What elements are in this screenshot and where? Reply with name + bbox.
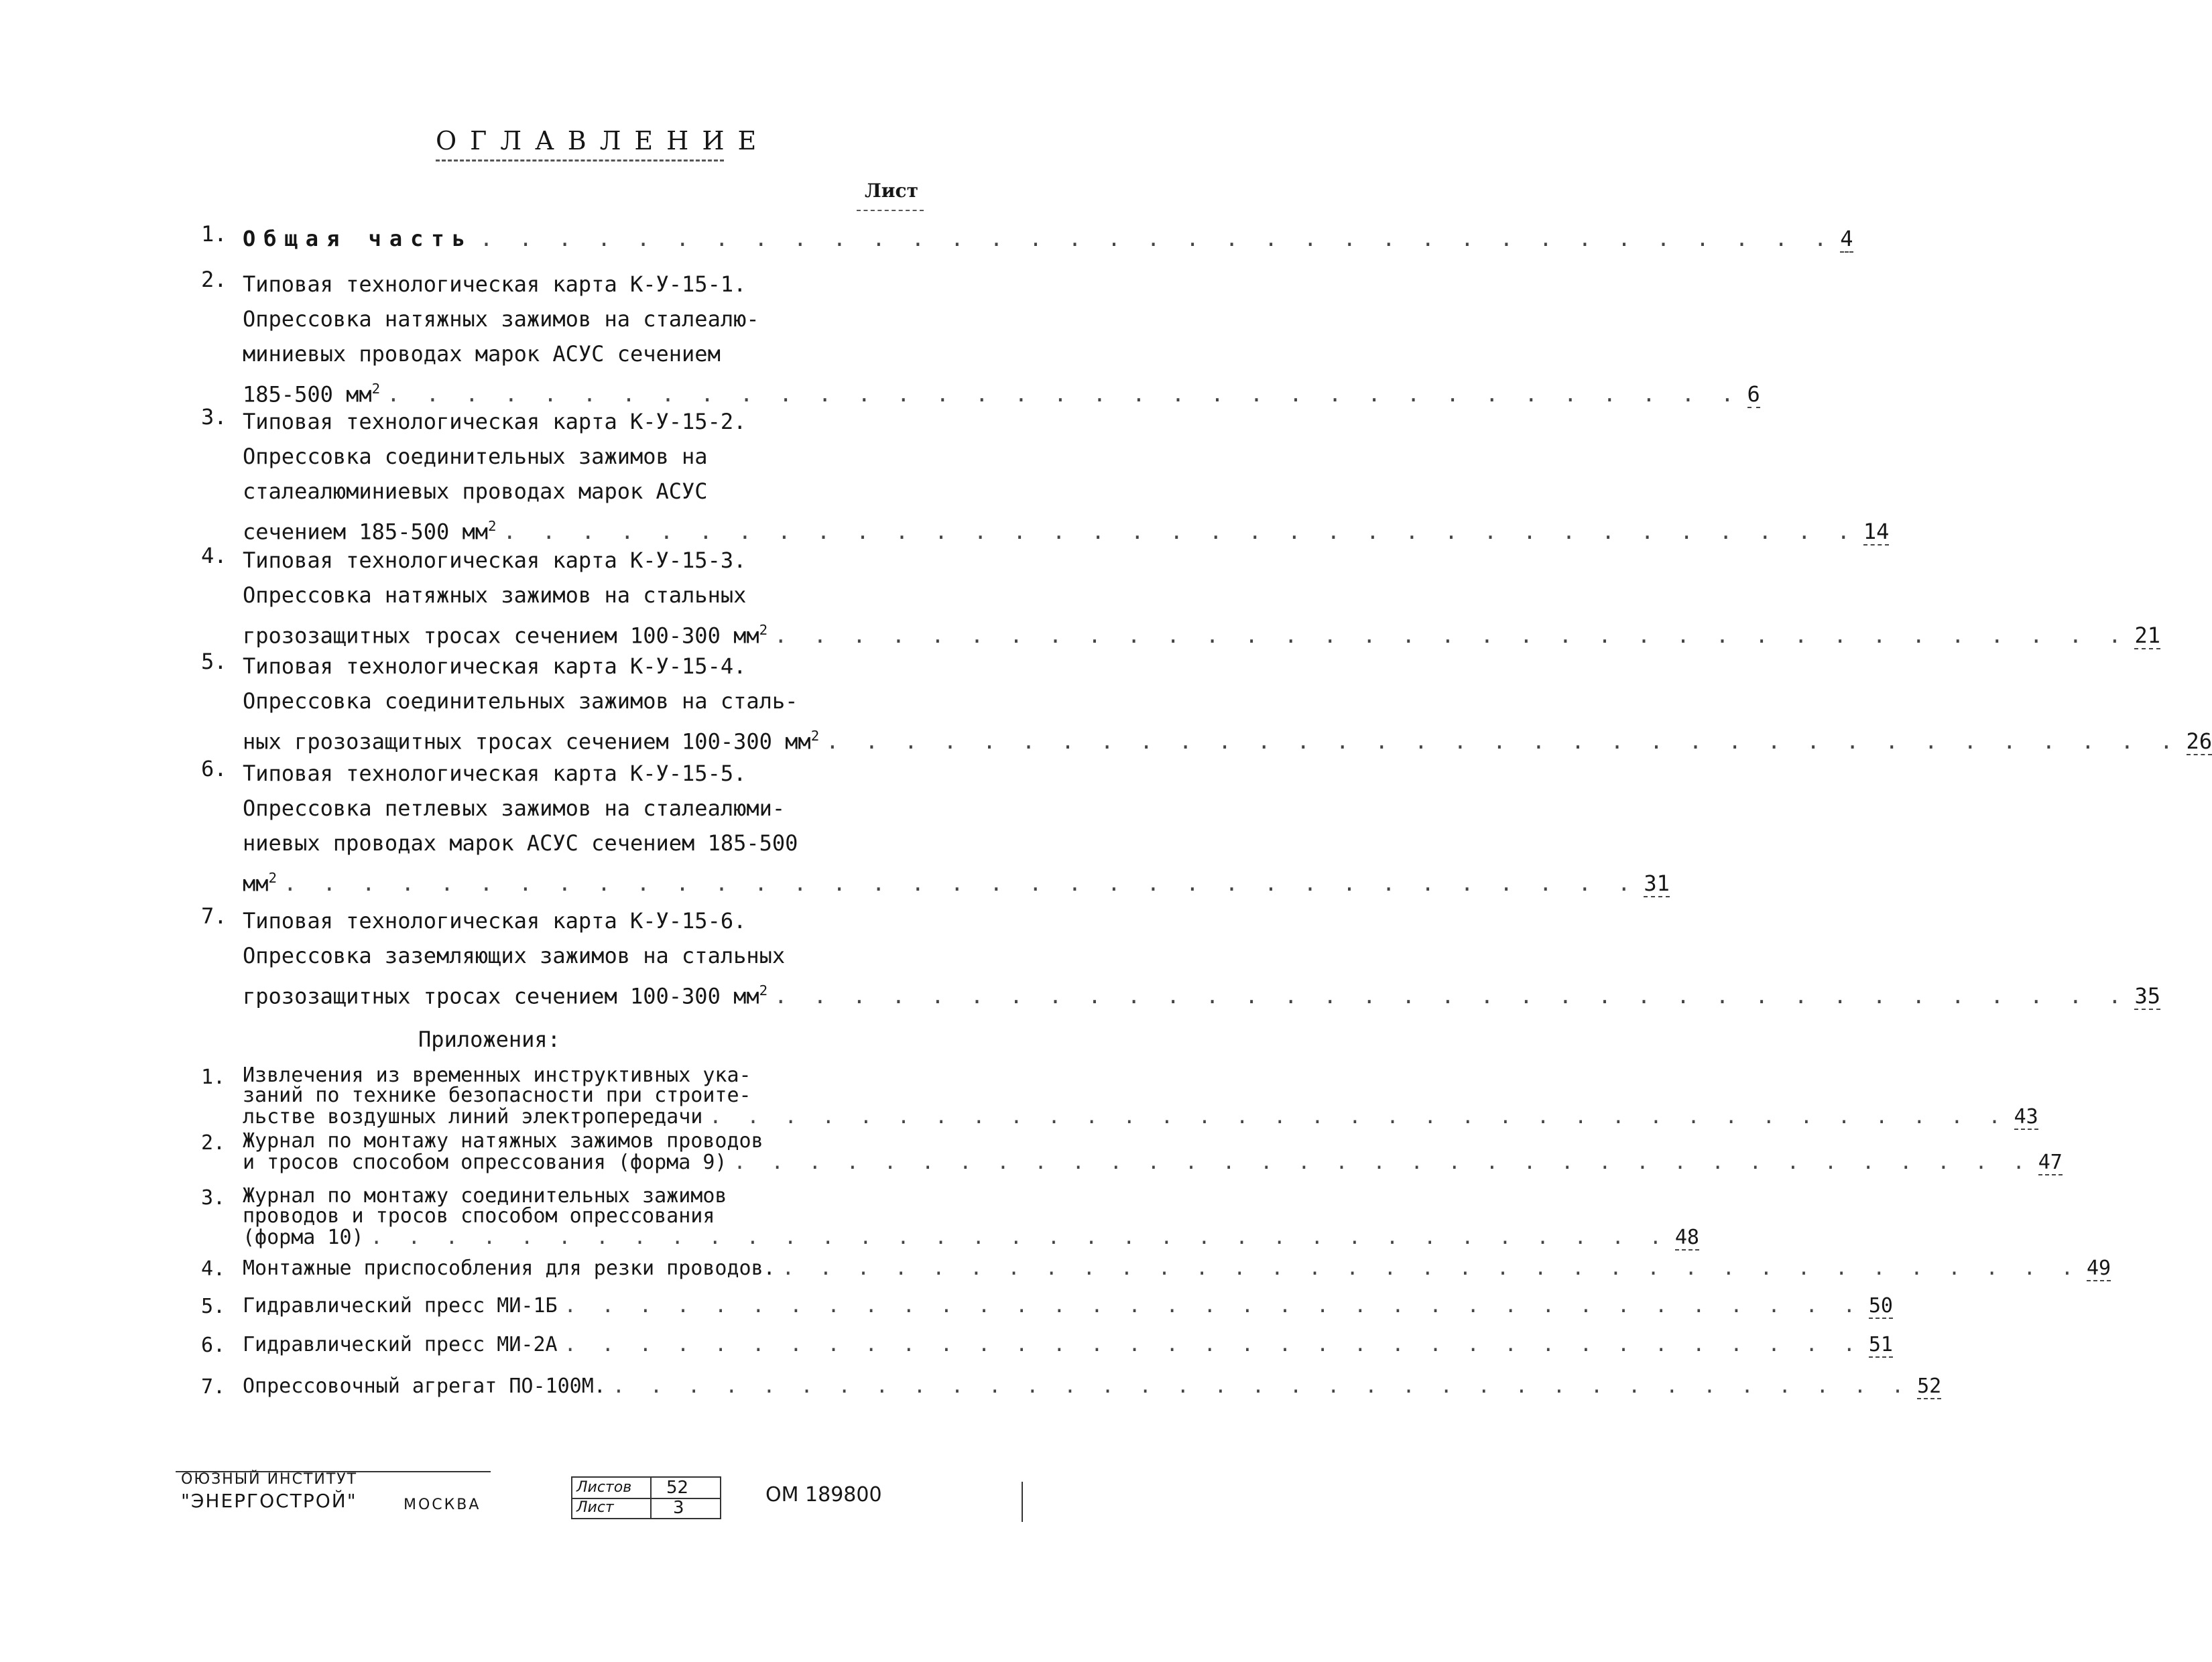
entry-line: Журнал по монтажу натяжных зажимов проводов <box>243 1129 763 1153</box>
entry-line: Типовая технологическая карта К-У-15-6. <box>243 908 747 934</box>
entry-number: 4. <box>201 543 227 568</box>
entry-last-words: льстве воздушных линий электропередачи <box>243 1105 703 1129</box>
entry-last-words: Гидравлический пресс МИ-1Б <box>243 1294 558 1318</box>
entry-last-line <box>243 1294 1893 1318</box>
entry-last-words: и тросов способом опрессования (форма 9) <box>243 1151 727 1174</box>
entry-last-words: ных грозозащитных тросах сечением 100-300 мм <box>243 728 811 755</box>
entry-text <box>243 543 2161 649</box>
entry-last-text <box>243 860 277 901</box>
dot-leader: . . . . . . . . . . . . . . . . . . . . . . . . . . . . . . . . . . . <box>479 226 1834 251</box>
entry-superscript: 2 <box>810 728 820 744</box>
entry-line: проводов и тросов способом опрессования <box>243 1204 715 1228</box>
entry-last-line <box>243 613 2161 649</box>
stamp-sheet-value: 3 <box>673 1498 684 1518</box>
page-number: 48 <box>1674 1226 1699 1249</box>
entry-text <box>243 756 1670 897</box>
entry-last-line <box>243 1226 1699 1249</box>
title-block-stamp <box>176 1471 1027 1522</box>
entry-number: 5. <box>201 1295 226 1318</box>
entry-last-line <box>243 1105 2038 1129</box>
stamp-org-line2: "ЭНЕРГОСТРОЙ" <box>181 1490 357 1512</box>
entry-text <box>243 1375 1942 1398</box>
entry-number: 5. <box>201 649 227 674</box>
entry-last-text <box>243 1296 558 1316</box>
entry-superscript: 2 <box>371 381 381 397</box>
dot-leader: . . . . . . . . . . . . . . . . . . . . . . . . . . . . . . . . . . . <box>370 1226 1668 1249</box>
entry-text <box>243 1333 1893 1356</box>
entry-last-text <box>243 1377 606 1397</box>
page-number: 35 <box>2134 983 2161 1009</box>
stamp-city: МОСКВА <box>404 1496 481 1513</box>
entry-line: Опрессовка натяжных зажимов на стальных <box>243 582 747 608</box>
entry-last-line <box>243 221 1853 256</box>
entry-text <box>243 221 1853 256</box>
entry-superscript: 2 <box>759 982 768 999</box>
stamp-right-rule <box>1022 1482 1023 1522</box>
entry-number: 1. <box>201 1066 226 1089</box>
dot-leader: . . . . . . . . . . . . . . . . . . . . . . . . . . . . . . . . . . . <box>284 871 1638 897</box>
entry-last-words: Опрессовочный агрегат ПО-100М. <box>243 1375 606 1398</box>
entry-last-line <box>243 1151 2063 1174</box>
entry-last-text <box>243 1259 776 1279</box>
stamp-sheet-box <box>571 1476 721 1519</box>
entry-last-line <box>243 509 1890 545</box>
entry-number: 2. <box>201 267 227 292</box>
column-header-sheet: Лист <box>865 180 918 202</box>
page-number: 26 <box>2186 728 2212 755</box>
entry-last-words: мм <box>243 871 269 897</box>
page-number: 52 <box>1917 1375 1942 1398</box>
entry-line: Типовая технологическая карта К-У-15-4. <box>243 653 747 679</box>
entry-line: ниевых проводах марок АСУС сечением 185-500 <box>243 830 798 856</box>
entry-last-text <box>243 1228 364 1248</box>
entry-last-text <box>243 221 473 256</box>
entry-number: 3. <box>201 1186 226 1210</box>
entry-superscript: 2 <box>759 622 768 638</box>
entry-last-words: Общая часть <box>243 226 473 251</box>
page-number: 50 <box>1868 1294 1893 1318</box>
entry-last-line <box>243 1333 1893 1356</box>
page-number: 49 <box>2086 1257 2111 1280</box>
entry-number: 3. <box>201 404 227 430</box>
entry-last-text <box>243 1335 558 1355</box>
dot-leader: . . . . . . . . . . . . . . . . . . . . . . . . . . . . . . . . . . . <box>774 623 2128 649</box>
entry-superscript: 2 <box>488 518 497 534</box>
entry-line: Типовая технологическая карта К-У-15-2. <box>243 409 747 434</box>
dot-leader: . . . . . . . . . . . . . . . . . . . . . . . . . . . . . . . . . . . <box>782 1257 2080 1280</box>
stamp-sheets-label: Листов <box>576 1479 632 1496</box>
entry-text <box>243 267 1760 407</box>
entry-number: 6. <box>201 756 227 781</box>
page-title: ОГЛАВЛЕНИЕ <box>436 126 770 155</box>
dot-leader: . . . . . . . . . . . . . . . . . . . . . . . . . . . . . . . . . . . <box>503 519 1857 545</box>
dot-leader: . . . . . . . . . . . . . . . . . . . . . . . . . . . . . . . . . . . <box>774 983 2128 1009</box>
entry-last-words: (форма 10) <box>243 1226 364 1249</box>
entry-line: заний по технике безопасности при строите- <box>243 1084 751 1107</box>
dot-leader: . . . . . . . . . . . . . . . . . . . . . . . . . . . . . . . . . . . <box>387 381 1741 407</box>
entry-line: сталеалюминиевых проводах марок АСУС <box>243 478 708 504</box>
entry-number: 4. <box>201 1257 226 1281</box>
entry-last-words: 185-500 мм <box>243 381 372 407</box>
entry-number: 7. <box>201 1375 226 1399</box>
stamp-sheet-label: Лист <box>576 1499 614 1516</box>
dot-leader: . . . . . . . . . . . . . . . . . . . . . . . . . . . . . . . . . . . <box>709 1105 2008 1129</box>
entry-superscript: 2 <box>268 870 278 886</box>
dot-leader: . . . . . . . . . . . . . . . . . . . . . . . . . . . . . . . . . . . <box>564 1333 1862 1356</box>
entry-text <box>243 1064 2038 1129</box>
entry-last-line <box>243 718 2212 755</box>
entry-line: Опрессовка натяжных зажимов на сталеалю- <box>243 306 759 332</box>
page-number: 21 <box>2134 623 2161 649</box>
entry-text <box>243 1184 1699 1249</box>
dot-leader: . . . . . . . . . . . . . . . . . . . . . . . . . . . . . . . . . . . <box>733 1151 2032 1174</box>
dot-leader: . . . . . . . . . . . . . . . . . . . . . . . . . . . . . . . . . . . <box>612 1375 1911 1398</box>
page-number: 47 <box>2038 1151 2063 1174</box>
entry-last-words: Монтажные приспособления для резки проводов. <box>243 1257 776 1280</box>
entry-last-line <box>243 1257 2111 1280</box>
entry-line: миниевых проводах марок АСУС сечением <box>243 341 721 367</box>
entry-last-text <box>243 1107 702 1127</box>
entry-line: Опрессовка соединительных зажимов на <box>243 444 708 469</box>
entry-text <box>243 1257 2111 1280</box>
entry-number: 7. <box>201 903 227 929</box>
entry-text <box>243 1129 2063 1174</box>
entry-line: Типовая технологическая карта К-У-15-3. <box>243 548 747 573</box>
entry-text <box>243 1294 1893 1318</box>
appendix-heading: Приложения: <box>418 1027 560 1052</box>
stamp-doc-code: ОМ 189800 <box>765 1483 882 1507</box>
entry-line: Опрессовка петлевых зажимов на сталеалюми- <box>243 795 786 821</box>
entry-last-text <box>243 718 819 759</box>
column-header-underline <box>857 210 924 211</box>
entry-line: Опрессовка заземляющих зажимов на стальных <box>243 943 786 968</box>
entry-last-line <box>243 860 1670 897</box>
page-number: 14 <box>1863 519 1890 545</box>
page-number: 43 <box>2014 1105 2038 1129</box>
entry-last-text <box>243 1153 727 1173</box>
entry-line: Опрессовка соединительных зажимов на сталь- <box>243 688 798 714</box>
entry-last-line <box>243 1375 1942 1398</box>
stamp-org-line1: ОЮЗНЫЙ ИНСТИТУТ <box>181 1471 358 1488</box>
entry-text <box>243 903 2161 1009</box>
entry-last-words: Гидравлический пресс МИ-2А <box>243 1333 558 1356</box>
entry-last-text <box>243 613 767 653</box>
entry-last-words: сечением 185-500 мм <box>243 519 489 545</box>
entry-last-words: грозозащитных тросах сечением 100-300 мм <box>243 623 759 649</box>
entry-line: Типовая технологическая карта К-У-15-1. <box>243 271 747 297</box>
dot-leader: . . . . . . . . . . . . . . . . . . . . . . . . . . . . . . . . . . . <box>564 1294 1862 1318</box>
entry-last-text <box>243 973 767 1013</box>
entry-line: Типовая технологическая карта К-У-15-5. <box>243 761 747 786</box>
stamp-sheets-value: 52 <box>666 1478 689 1498</box>
entry-number: 2. <box>201 1131 226 1155</box>
entry-line: Журнал по монтажу соединительных зажимов <box>243 1184 727 1208</box>
entry-last-line <box>243 973 2161 1009</box>
title-underline <box>436 159 724 162</box>
entry-text <box>243 404 1890 545</box>
entry-text <box>243 649 2212 755</box>
page-number: 4 <box>1840 226 1853 251</box>
entry-number: 6. <box>201 1334 226 1357</box>
page-number: 31 <box>1644 871 1670 897</box>
entry-line: Извлечения из временных инструктивных ука- <box>243 1064 751 1087</box>
entry-last-line <box>243 371 1760 407</box>
dot-leader: . . . . . . . . . . . . . . . . . . . . . . . . . . . . . . . . . . . <box>826 728 2180 755</box>
page-number: 51 <box>1868 1333 1893 1356</box>
page-number: 6 <box>1747 381 1760 407</box>
entry-number: 1. <box>201 221 227 247</box>
entry-last-words: грозозащитных тросах сечением 100-300 мм <box>243 983 759 1009</box>
